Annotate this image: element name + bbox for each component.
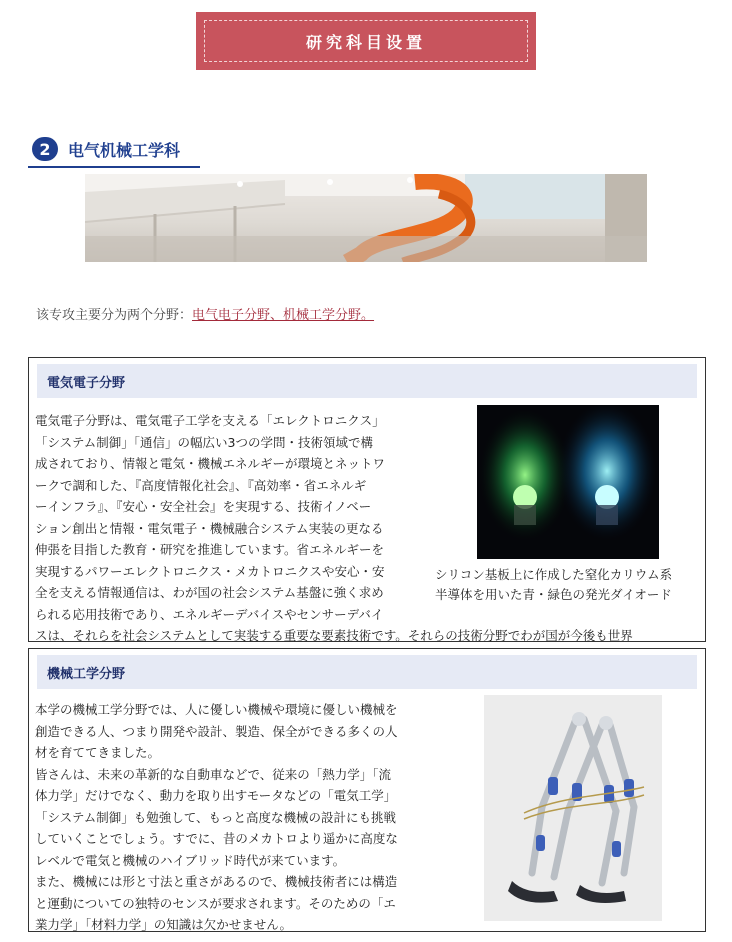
body-line: していくことでしょう。すでに、昔のメカトロより遥かに高度な bbox=[35, 831, 398, 846]
intro-text bbox=[36, 304, 374, 323]
body-line: ーインフラ』、『安心・安全社会』を実現する、技術イノベー bbox=[35, 499, 372, 514]
body-line: られる応用技術であり、エネルギーデバイスやセンサーデバイ bbox=[35, 606, 384, 622]
caption-line: シリコン基板上に作成した窒化カリウム系 bbox=[435, 567, 673, 582]
fields-link[interactable]: 电气电子分野、机械工学分野。 bbox=[192, 308, 375, 323]
led-photo bbox=[477, 405, 659, 559]
section-heading bbox=[28, 132, 200, 168]
panel-heading: 機械工学分野 bbox=[37, 655, 697, 689]
body-line: 業力学」「材料力学」の知識は欠かせません。 bbox=[35, 917, 293, 932]
body-line: スは、それらを社会システムとして実装する重要な要素技術です。それらの技術分野でわが国が今後も世界 bbox=[35, 628, 633, 642]
body-line: 電気電子分野は、電気電子工学を支える「エレクトロニクス」 bbox=[35, 413, 385, 428]
body-line: ークで調和した、『高度情報化社会』、『高効率・省エネルギ bbox=[35, 477, 367, 493]
walking-robot-photo bbox=[484, 695, 662, 921]
body-line: 材を育ててきました。 bbox=[35, 745, 161, 760]
body-line: 体力学」だけでなく、動力を取り出すモータなどの「電気工学」 bbox=[35, 788, 397, 803]
banner-title: 研究科目设置 bbox=[204, 20, 528, 62]
section-title: 电气机械工学科 bbox=[68, 140, 181, 160]
led-caption bbox=[435, 565, 672, 605]
electrical-panel bbox=[28, 357, 706, 642]
hero-photo bbox=[85, 174, 647, 262]
panel-body bbox=[35, 699, 398, 932]
body-line: 皆さんは、未来の革新的な自動車などで、従来の「熱力学」「流 bbox=[35, 766, 392, 782]
body-line: 全を支える情報通信は、わが国の社会システム基盤に強く求め bbox=[35, 585, 384, 600]
panel-heading: 電気電子分野 bbox=[37, 364, 697, 398]
body-line: 本学の機械工学分野では、人に優しい機械や環境に優しい機械を bbox=[35, 702, 398, 717]
body-line: 実現するパワーエレクトロニクス・メカトロニクスや安心・安 bbox=[35, 563, 385, 579]
body-line: また、機械には形と寸法と重さがあるので、機械技術者には構造 bbox=[35, 874, 398, 889]
mechanical-panel bbox=[28, 648, 706, 932]
intro-label: 该专攻主要分为两个分野： bbox=[36, 308, 193, 323]
body-line: ション創出と情報・電気電子・機械融合システム実装の更なる bbox=[35, 520, 384, 536]
body-line: レベルで電気と機械のハイブリッド時代が来ています。 bbox=[35, 852, 346, 868]
body-line: 「システム制御」「通信」の幅広い3つの学問・技術領域で構 bbox=[35, 434, 373, 450]
body-line: と運動についての独特のセンスが要求されます。そのための「エ bbox=[35, 895, 396, 911]
section-banner bbox=[196, 12, 536, 70]
body-line: 「システム制御」も勉強して、もっと高度な機械の設計にも挑戦 bbox=[35, 809, 397, 825]
body-line: 伸張を目指した教育・研究を推進しています。省エネルギーを bbox=[35, 542, 385, 557]
caption-line: 半導体を用いた青・緑色の発光ダイオード bbox=[435, 587, 672, 602]
section-number-badge: 2 bbox=[32, 137, 58, 161]
body-line: 成されており、情報と電気・機械エネルギーが環境とネットワ bbox=[35, 456, 386, 471]
body-line: 創造できる人、つまり開発や設計、製造、保全ができる多くの人 bbox=[35, 723, 398, 739]
